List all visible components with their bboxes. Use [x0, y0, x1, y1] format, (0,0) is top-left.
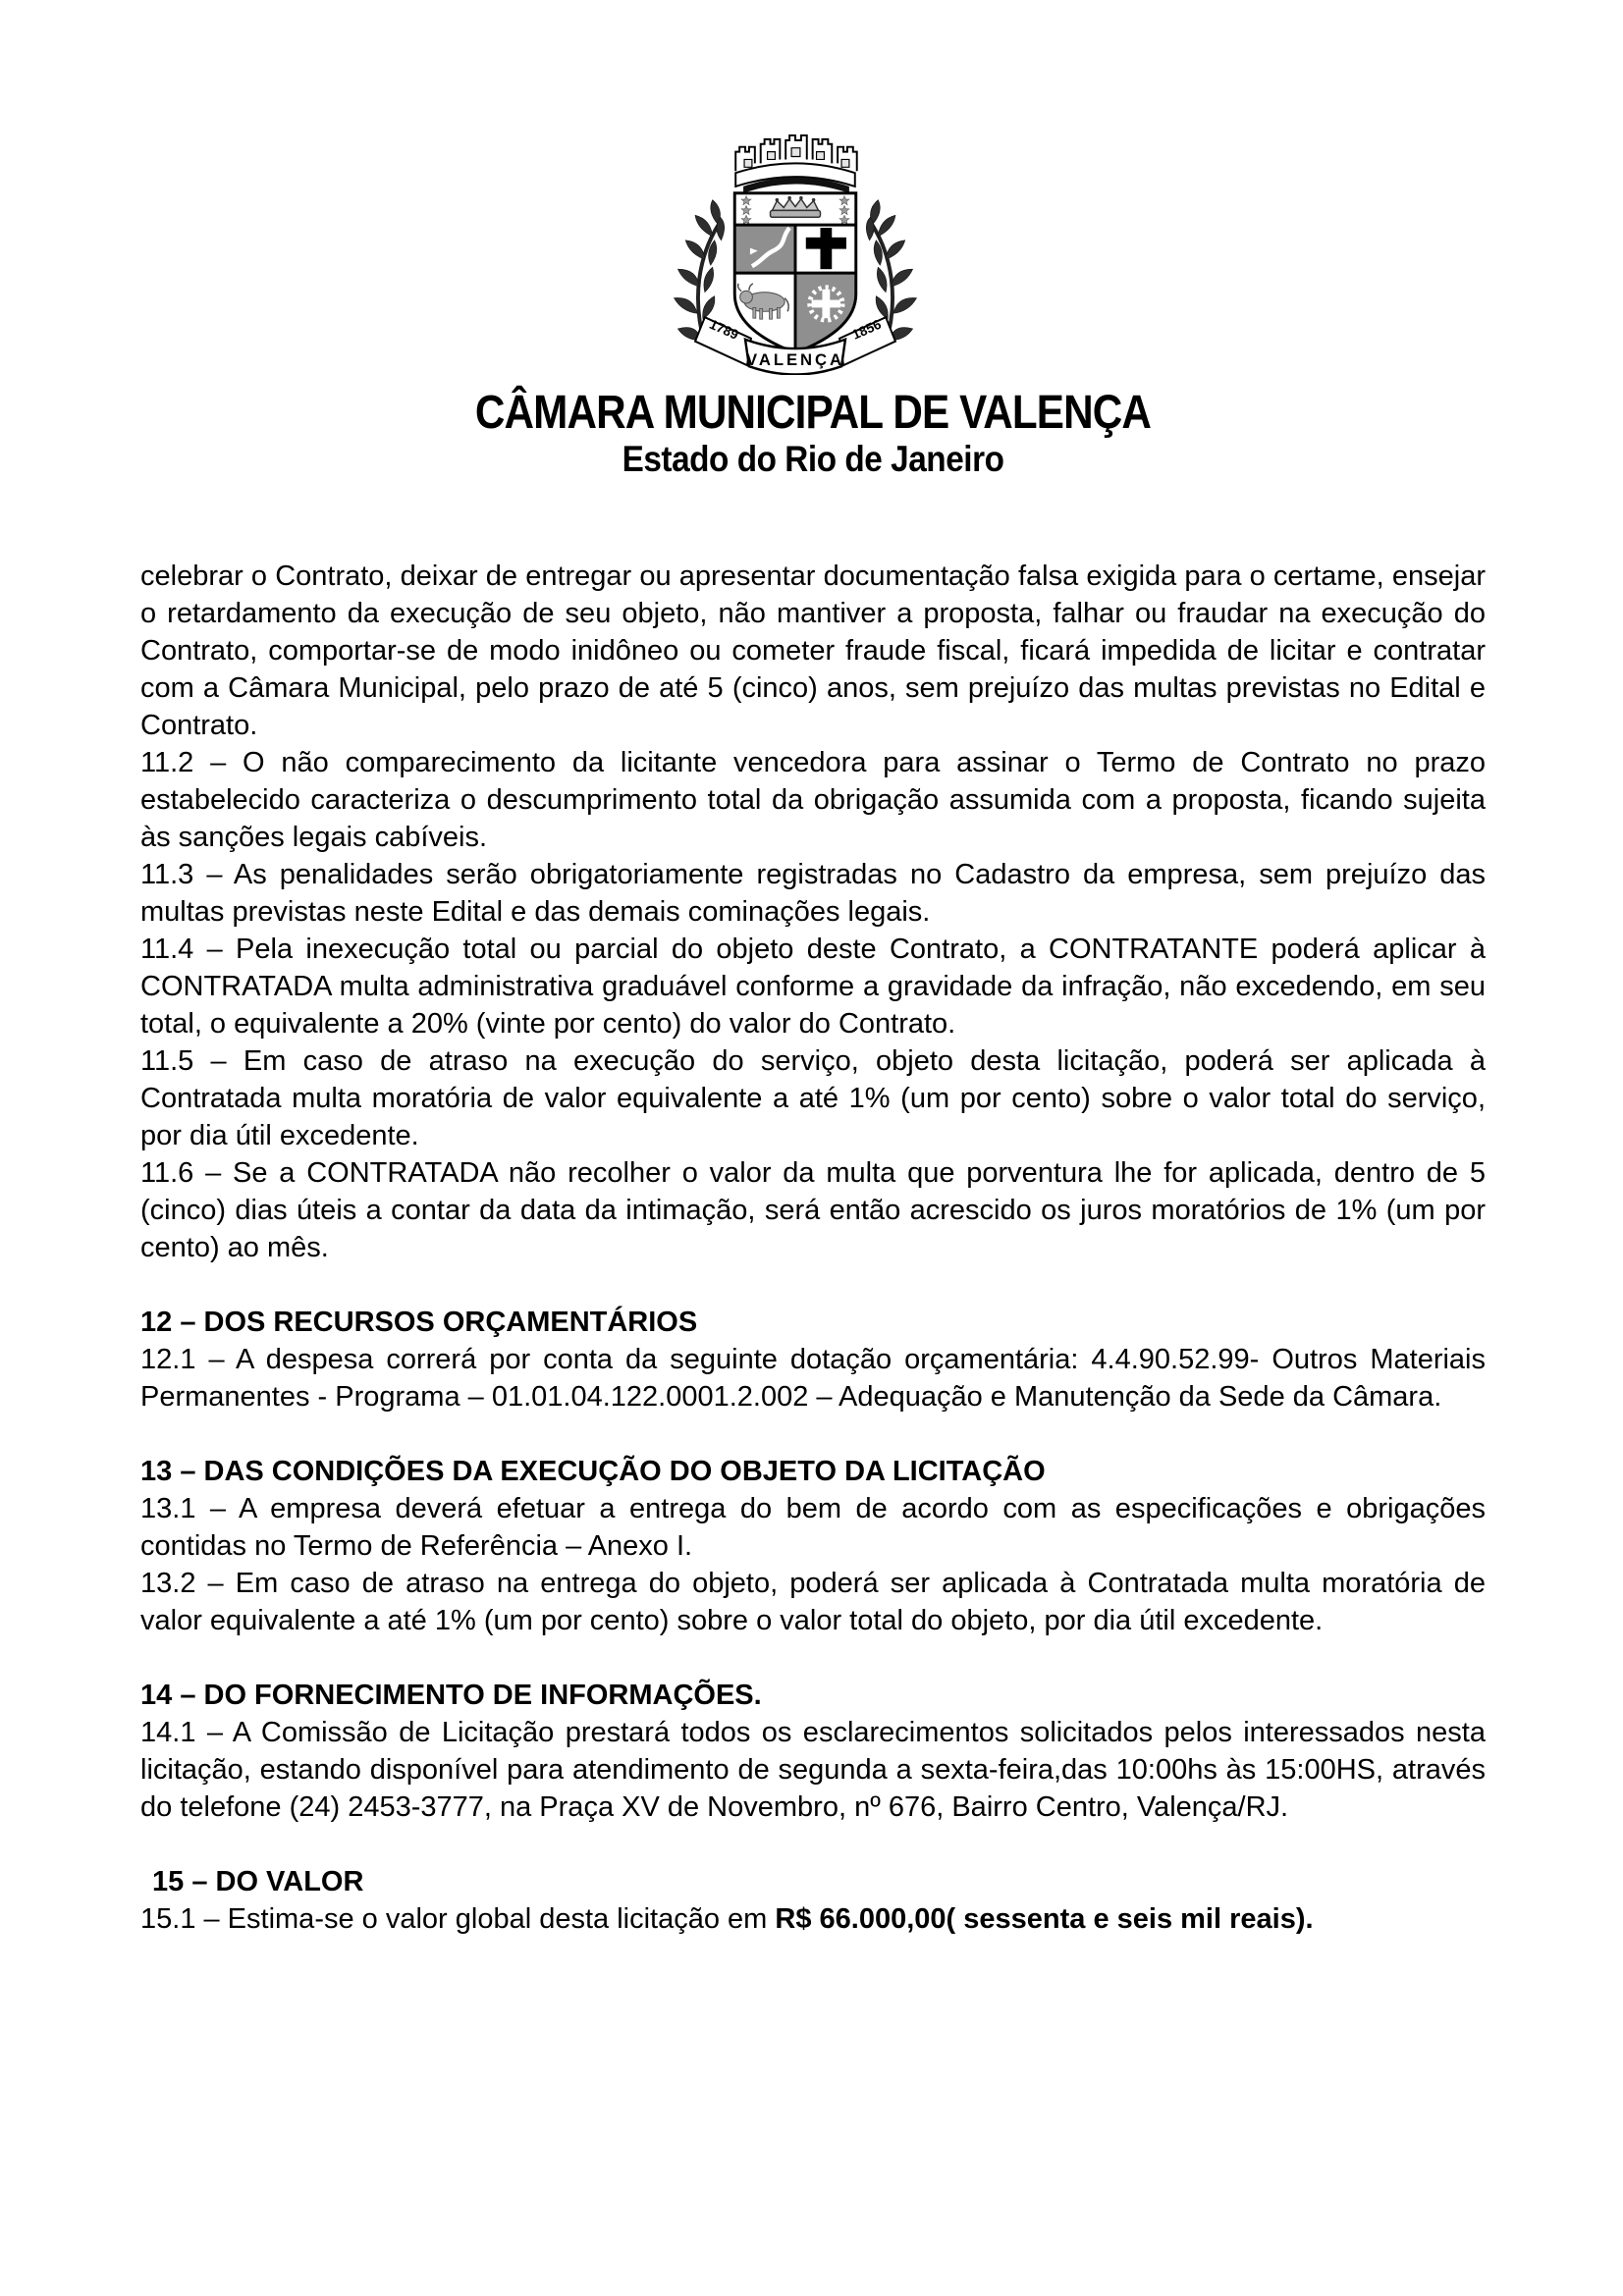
page-subtitle-text: Estado do Rio de Janeiro [622, 439, 1004, 479]
page-title-text: CÂMARA MUNICIPAL DE VALENÇA [474, 387, 1152, 439]
paragraph-15-1-bold: R$ 66.000,00( sessenta e seis mil reais). [775, 1903, 1314, 1935]
section-heading-14: 14 – DO FORNECIMENTO DE INFORMAÇÕES. [140, 1680, 762, 1711]
banner-text: VALENÇA [746, 350, 844, 370]
paragraph-intro: celebrar o Contrato, deixar de entregar ou apresentar documentação falsa exigida para o certame, ensejar o retardamento da execução de seu objeto, não mantiver a proposta, falhar ou fraudar na execução do Contrato, comportar-se de modo inidôneo ou cometer fraude fiscal, ficará impedida de licitar e contratar com a Câmara Municipal, pelo prazo de até 5 (cinco) anos, sem prejuízo das multas previstas no Edital e Contrato. [140, 561, 1486, 741]
section-heading-15: 15 – DO VALOR [152, 1866, 364, 1897]
page-subtitle [140, 438, 1486, 481]
coat-of-arms-icon [657, 133, 934, 375]
banner-year-left: 1789 [707, 316, 741, 343]
paragraph-11-3: 11.3 – As penalidades serão obrigatoriamente registradas no Cadastro da empresa, sem prejuízo das multas previstas neste Edital e das demais cominações legais. [140, 859, 1486, 928]
shield-icon [734, 193, 856, 354]
paragraph-12-1: 12.1 – A despesa correrá por conta da seguinte dotação orçamentária: 4.4.90.52.99- Outros Materiais Permanentes - Programa – 01.01.04.122.0001.2.002 – Adequação e Manutenção da Sede da Câmara. [140, 1344, 1486, 1413]
mural-crown-icon [735, 135, 857, 193]
paragraph-11-4: 11.4 – Pela inexecução total ou parcial do objeto deste Contrato, a CONTRATANTE poderá aplicar à CONTRATADA multa administrativa graduável conforme a gravidade da infração, não excedendo, em seu total, o equivalente a 20% (vinte por cento) do valor do Contrato. [140, 934, 1486, 1040]
banner-year-right: 1856 [849, 316, 884, 343]
section-heading-13: 13 – DAS CONDIÇÕES DA EXECUÇÃO DO OBJETO DA LICITAÇÃO [140, 1456, 1046, 1487]
paragraph-14-1: 14.1 – A Comissão de Licitação prestará todos os esclarecimentos solicitados pelos interessados nesta licitação, estando disponível para atendimento de segunda a sexta-feira,das 10:00hs às 15:00HS, através do telefone (24) 2453-3777, na Praça XV de Novembro, nº 676, Bairro Centro, Valença/RJ. [140, 1717, 1486, 1823]
document-body [140, 558, 1486, 1938]
paragraph-13-2: 13.2 – Em caso de atraso na entrega do objeto, poderá ser aplicada à Contratada multa moratória de valor equivalente a até 1% (um por cento) sobre o valor total do objeto, por dia útil excedente. [140, 1568, 1486, 1636]
paragraph-15-1 [140, 1900, 1486, 1938]
crest-container [140, 133, 1486, 375]
page-title [140, 389, 1486, 438]
paragraph-11-2: 11.2 – O não comparecimento da licitante vencedora para assinar o Termo de Contrato no prazo estabelecido caracteriza o descumprimento total da obrigação assumida com a proposta, ficando sujeita às sanções legais cabíveis. [140, 747, 1486, 853]
section-heading-12: 12 – DOS RECURSOS ORÇAMENTÁRIOS [140, 1307, 698, 1338]
paragraph-11-5: 11.5 – Em caso de atraso na execução do serviço, objeto desta licitação, poderá ser aplicada à Contratada multa moratória de valor equivalente a até 1% (um por cento) sobre o valor total do serviço, por dia útil excedente. [140, 1045, 1486, 1151]
paragraph-13-1: 13.1 – A empresa deverá efetuar a entrega do bem de acordo com as especificações e obrigações contidas no Termo de Referência – Anexo I. [140, 1493, 1486, 1562]
paragraph-11-6: 11.6 – Se a CONTRATADA não recolher o valor da multa que porventura lhe for aplicada, dentro de 5 (cinco) dias úteis a contar da data da intimação, será então acrescido os juros moratórios de 1% (um por cento) ao mês. [140, 1157, 1486, 1263]
paragraph-15-1-normal: 15.1 – Estima-se o valor global desta licitação em [140, 1903, 776, 1935]
